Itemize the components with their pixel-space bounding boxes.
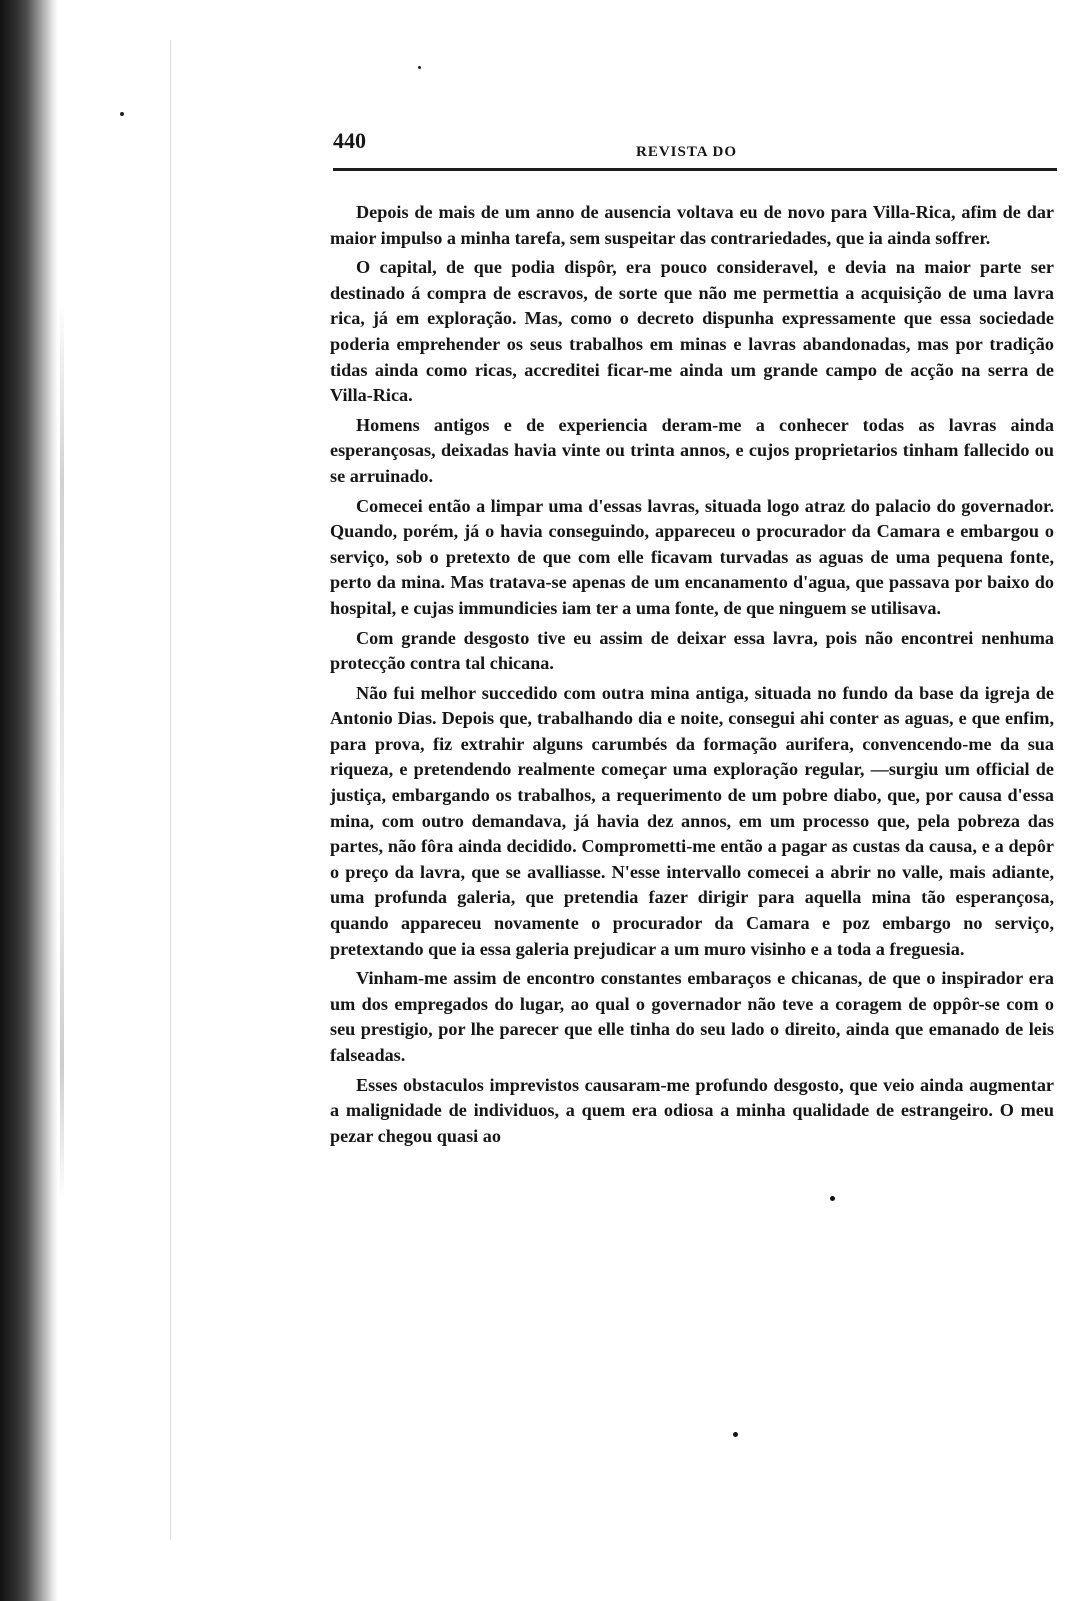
paragraph: Depois de mais de um anno de ausencia voltava eu de novo para Villa-Rica, afim de dar maior impulso a minha tarefa, sem suspeitar das contrariedades, que ia ainda soffrer. (330, 202, 1054, 248)
page-number: 440 (333, 128, 366, 153)
scan-speck (120, 112, 124, 116)
paragraph: Comecei então a limpar uma d'essas lavras, situada logo atraz do palacio do governador. Quando, porém, já o havia conseguindo, appareceu o procurador da Camara e embargou o serviço, sob o pretexto de que com elle ficavam turvadas as aguas de uma pequena fonte, perto da mina. Mas tratava-se apenas de um encanamento d'agua, que passava por baixo do hospital, e cujas immundicies iam ter a uma fonte, de que ninguem se utilisava. (330, 495, 1054, 618)
paragraph: Homens antigos e de experiencia deram-me a conhecer todas as lavras ainda esperançosas, deixadas havia vinte ou trinta annos, e cujos proprietarios tinham fallecido ou se arruinado. (330, 414, 1054, 486)
body-text (330, 200, 1054, 1153)
running-title: REVISTA DO (636, 144, 737, 160)
paragraph: Vinham-me assim de encontro constantes embaraços e chicanas, de que o inspirador era um dos empregados do lugar, ao qual o governador não teve a coragem de oppôr-se com o seu prestigio, por lhe parecer que elle tinha do seu lado o direito, ainda que emanado de leis falseadas. (330, 968, 1054, 1065)
paragraph: Com grande desgosto tive eu assim de deixar essa lavra, pois não encontrei nenhuma protecção contra tal chicana. (330, 627, 1054, 674)
ink-dot (830, 1196, 835, 1201)
binding-shadow (60, 300, 64, 1200)
margin-fold-line (170, 40, 171, 1540)
scan-speck (418, 66, 421, 69)
paragraph: Esses obstaculos imprevistos causaram-me profundo desgosto, que veio ainda augmentar a malignidade de individuos, a quem era odiosa a minha qualidade de estrangeiro. O meu pezar chegou quasi ao (330, 1074, 1054, 1146)
paragraph: O capital, de que podia dispôr, era pouco consideravel, e devia na maior parte ser destinado á compra de escravos, de sorte que não me permettia a acquisição de uma lavra rica, já em exploração. Mas, como o decreto dispunha expressamente que essa sociedade poderia emprehender os seus trabalhos em minas e lavras abandonadas, mas por tradição tidas ainda como ricas, accreditei ficar-me ainda um grande campo de acção na serra de Villa-Rica. (330, 257, 1054, 406)
page-header (333, 128, 1057, 172)
header-rule (333, 168, 1057, 171)
paragraph: Não fui melhor succedido com outra mina antiga, situada no fundo da base da igreja de Antonio Dias. Depois que, trabalhando dia e noite, consegui ahi conter as aguas, e que enfim, para prova, fiz extrahir alguns carumbés da formação aurifera, convencendo-me da sua riqueza, e pretendendo realmente começar uma exploração regular, —surgiu um official de justiça, embargando os trabalhos, a requerimento de um pobre diabo, que, por causa d'essa mina, com outro demandava, já havia dez annos, em um processo que, pela pobreza das partes, não fôra ainda decidido. Comprometti-me então a pagar as custas da causa, e a depôr o preço da lavra, que se avalliasse. N'esse intervallo comecei a abrir no valle, mais adiante, uma profunda galeria, que pretendia fazer dirigir para aquella mina tão esperançosa, quando appareceu novamente o procurador da Camara e poz embargo no serviço, pretextando que ia essa galeria prejudicar a um muro visinho e a toda a freguesia. (330, 682, 1054, 959)
book-binding-edge (0, 0, 58, 1601)
ink-dot (733, 1432, 738, 1437)
